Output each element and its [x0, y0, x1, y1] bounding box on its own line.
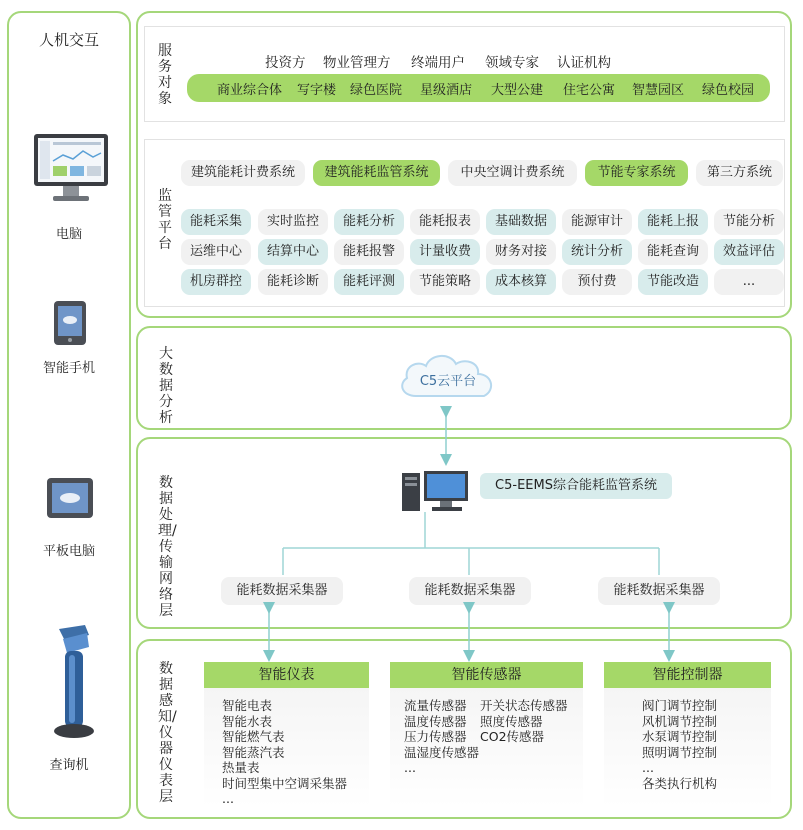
- platform-function-chip: 预付费: [562, 269, 632, 295]
- service-platform-panel: [136, 11, 792, 318]
- service-role: 认证机构: [557, 55, 611, 71]
- tablet-icon: [46, 477, 94, 523]
- perception-item: ...: [222, 791, 234, 806]
- platform-function-chip: 结算中心: [258, 239, 328, 265]
- platform-system-chip: 中央空调计费系统: [448, 160, 577, 186]
- platform-function-chip: 节能策略: [410, 269, 480, 295]
- device-label-smartphone: 智能手机: [42, 361, 95, 376]
- perception-label: 数据感知/仪器仪表层: [158, 661, 177, 805]
- collector-2: 能耗数据采集器: [409, 577, 531, 605]
- sensor-item: 温湿度传感器: [404, 744, 480, 760]
- sensor-item: 压力传感器: [404, 729, 467, 744]
- perception-panel: [136, 639, 792, 819]
- service-target: 大型公建: [491, 83, 544, 98]
- perception-item: 智能水表: [222, 713, 273, 729]
- group-head-controllers: 智能控制器: [604, 662, 771, 688]
- human-interaction-panel: [7, 11, 131, 819]
- platform-function-chip: 运维中心: [181, 239, 251, 265]
- platform-function-chip: 能耗分析: [334, 209, 404, 235]
- platform-function-chip: 能耗报警: [334, 239, 404, 265]
- sensor-item: 照度传感器: [480, 713, 543, 729]
- platform-function-chip: 节能改造: [638, 269, 708, 295]
- smartphone-icon: [53, 300, 87, 350]
- perception-item: ...: [642, 760, 654, 775]
- group-body-sensors: [390, 688, 583, 808]
- collector-1: 能耗数据采集器: [221, 577, 343, 605]
- perception-item: 风机调节控制: [642, 713, 718, 729]
- platform-function-chip: 能耗诊断: [258, 269, 328, 295]
- service-target: 星级酒店: [420, 83, 473, 98]
- sensor-item: 流量传感器: [404, 698, 467, 713]
- platform-function-chip: ...: [714, 269, 784, 295]
- panel-title: 人机交互: [38, 31, 99, 49]
- sensors-list: [390, 688, 583, 776]
- platform-function-chip: 计量收费: [410, 239, 480, 265]
- group-head-meters: 智能仪表: [204, 662, 369, 688]
- service-target: 写字楼: [297, 83, 337, 98]
- platform-function-chip: 能耗上报: [638, 209, 708, 235]
- device-label-tablet: 平板电脑: [42, 544, 95, 559]
- bigdata-label: 大数据分析: [159, 346, 173, 426]
- platform-function-chip: 成本核算: [486, 269, 556, 295]
- sensor-item: 温度传感器: [404, 713, 467, 729]
- perception-item: 热量表: [222, 760, 260, 775]
- platform-function-chip: 能耗查询: [638, 239, 708, 265]
- perception-item: 照明调节控制: [642, 744, 718, 760]
- perception-item: 阀门调节控制: [642, 698, 718, 713]
- meters-list: [204, 688, 369, 807]
- sensor-item: CO2传感器: [480, 729, 545, 744]
- platform-system-chip: 建筑能耗监管系统: [313, 160, 440, 186]
- eems-system-badge: C5-EEMS综合能耗监管系统: [480, 473, 672, 499]
- platform-function-chip: 效益评估: [714, 239, 784, 265]
- collector-3: 能耗数据采集器: [598, 577, 720, 605]
- service-target: 智慧园区: [632, 83, 685, 98]
- platform-function-chip: 能耗评测: [334, 269, 404, 295]
- perception-item: 智能蒸汽表: [222, 744, 285, 760]
- kiosk-icon: [45, 623, 101, 745]
- platform-label: 监管平台: [158, 188, 172, 252]
- platform-function-chip: 能源审计: [562, 209, 632, 235]
- service-role: 领域专家: [485, 55, 539, 71]
- server-computer-icon: [400, 467, 470, 519]
- platform-function-chip: 能耗采集: [181, 209, 251, 235]
- perception-item: 智能电表: [222, 698, 273, 713]
- service-role: 投资方: [265, 55, 306, 71]
- sensor-item: ...: [404, 760, 416, 775]
- platform-function-chip: 节能分析: [714, 209, 784, 235]
- perception-item: 智能燃气表: [222, 729, 285, 744]
- platform-function-chip: 统计分析: [562, 239, 632, 265]
- processing-label: 数据处理/传输网络层: [158, 475, 177, 619]
- group-head-sensors: 智能传感器: [390, 662, 583, 688]
- perception-item: 各类执行机构: [642, 775, 718, 791]
- service-box: [144, 26, 785, 122]
- group-body-meters: [204, 688, 369, 808]
- platform-function-chip: 实时监控: [258, 209, 328, 235]
- sensor-item: 开关状态传感器: [480, 698, 568, 713]
- platform-function-chip: 机房群控: [181, 269, 251, 295]
- cloud-platform-label: C5云平台: [419, 374, 477, 389]
- platform-system-chip: 第三方系统: [696, 160, 783, 186]
- platform-box: [144, 139, 785, 307]
- controllers-list: [604, 688, 771, 791]
- platform-function-chip: 能耗报表: [410, 209, 480, 235]
- service-role: 物业管理方: [323, 55, 391, 71]
- perception-item: 时间型集中空调采集器: [222, 775, 348, 791]
- service-role: 终端用户: [411, 55, 465, 71]
- service-target: 商业综合体: [217, 83, 283, 98]
- group-body-controllers: [604, 688, 771, 808]
- bigdata-panel: [136, 326, 792, 430]
- platform-system-chip: 建筑能耗计费系统: [181, 160, 305, 186]
- service-target: 绿色医院: [350, 83, 403, 98]
- service-label: 服务对象: [158, 43, 172, 107]
- device-label-kiosk: 查询机: [49, 758, 89, 773]
- perception-item: 水泵调节控制: [642, 729, 718, 744]
- desktop-monitor-icon: [33, 133, 109, 209]
- service-target: 住宅公寓: [563, 83, 616, 98]
- processing-panel: [136, 437, 792, 629]
- device-label-desktop: 电脑: [55, 227, 82, 242]
- platform-function-chip: 财务对接: [486, 239, 556, 265]
- platform-function-chip: 基础数据: [486, 209, 556, 235]
- service-target: 绿色校园: [702, 83, 755, 98]
- platform-system-chip: 节能专家系统: [585, 160, 688, 186]
